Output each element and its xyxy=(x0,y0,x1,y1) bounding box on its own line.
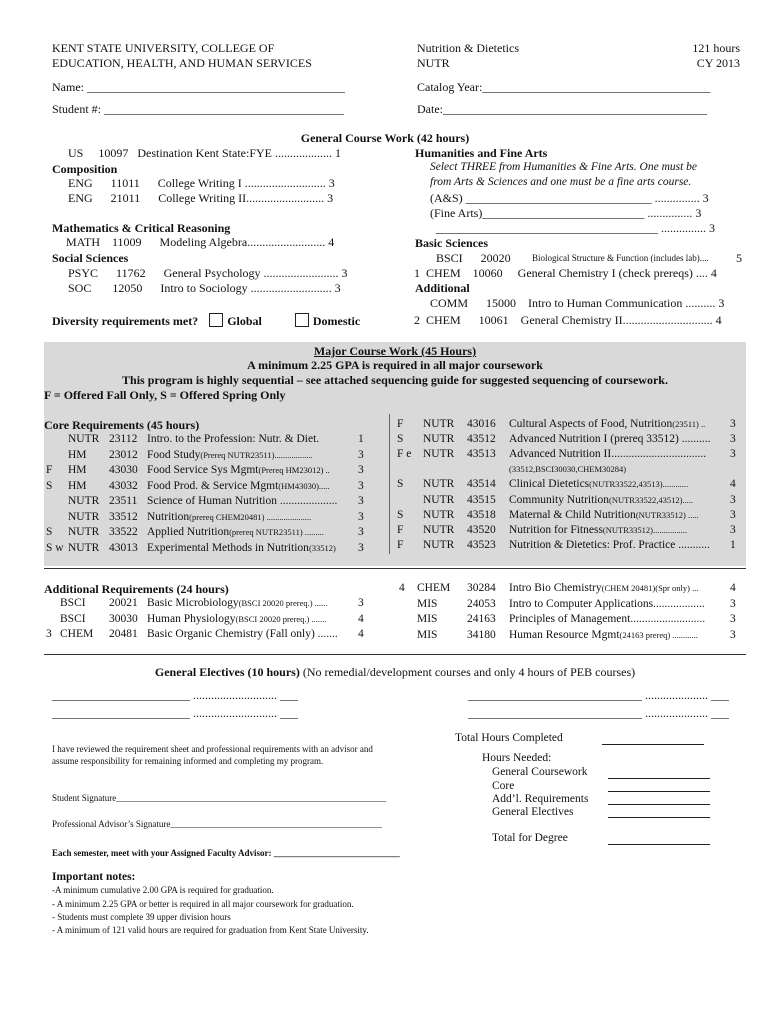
psyc-11762: PSYC 11762 General Psychology ......................... 3 xyxy=(68,266,348,280)
course-name: Basic Organic Chemistry (Fall only) ....... xyxy=(147,628,338,640)
course-hours: 3 xyxy=(358,597,364,609)
course-hours: 3 xyxy=(730,613,736,625)
course-dept: NUTR xyxy=(423,433,455,446)
course-number: 30030 xyxy=(109,612,138,625)
course-name-wrap xyxy=(147,628,338,640)
course-name-wrap xyxy=(509,433,711,445)
basic-sciences-heading: Basic Sciences xyxy=(415,236,488,250)
elective-line-1[interactable]: _______________________ ............................ ___ xyxy=(52,688,298,702)
course-name-wrap xyxy=(509,478,688,490)
course-name: Clinical Dietetics xyxy=(509,478,590,491)
course-hours: 3 xyxy=(358,541,364,554)
course-hours: 4 xyxy=(730,478,736,491)
course-name: Intro. to the Profession: Nutr. & Diet. xyxy=(147,433,320,445)
course-hours: 3 xyxy=(358,495,364,507)
course-dept: BSCI xyxy=(60,612,86,625)
notes-title: Important notes: xyxy=(52,871,136,883)
course-name: Nutrition xyxy=(147,510,190,523)
course-prereq: (BSCI 20020 prereq.) ....... xyxy=(235,613,327,624)
total-degree-label: Total for Degree xyxy=(492,832,568,844)
elective-line-2[interactable]: _______________________ ............................ ___ xyxy=(52,706,298,720)
program-name: Nutrition & Dietetics xyxy=(417,41,519,55)
course-number: 43518 xyxy=(467,508,496,521)
course-hours: 1 xyxy=(730,538,736,551)
course-number: 43520 xyxy=(467,523,496,536)
course-number: 43512 xyxy=(467,433,496,446)
humanities-fine-arts-line[interactable]: (Fine Arts)___________________________ ............... 3 xyxy=(430,206,702,220)
course-hours: 3 xyxy=(730,508,736,521)
course-dept: MIS xyxy=(417,628,438,641)
course-hours: 3 xyxy=(730,628,736,641)
total-hours: 121 hours xyxy=(692,41,740,55)
major-bottom-rule xyxy=(44,568,746,569)
course-hours: 3 xyxy=(730,523,736,536)
course-flag: S xyxy=(397,508,404,521)
course-dept: NUTR xyxy=(68,495,100,507)
course-name-wrap xyxy=(509,539,710,551)
course-dept: NUTR xyxy=(423,508,455,521)
math-11009: MATH 11009 Modeling Algebra.......................... 4 xyxy=(66,235,335,249)
course-dept: NUTR xyxy=(423,448,455,461)
course-dept: NUTR xyxy=(423,538,455,551)
course-flag: F xyxy=(397,538,404,551)
course-flag: 3 xyxy=(46,628,52,640)
course-hours: 1 xyxy=(358,433,364,445)
bsci-20020-code: BSCI 20020 xyxy=(436,251,511,265)
course-name-wrap xyxy=(147,542,336,554)
us-course: US 10097 Destination Kent State:FYE ................... 1 xyxy=(68,146,341,160)
course-flag: F xyxy=(397,418,404,430)
course-number: 43030 xyxy=(109,464,138,476)
course-dept: CHEM xyxy=(417,582,451,594)
course-name: Food Prod. & Service Mgmt xyxy=(147,479,279,492)
humanities-note-2: from Arts & Sciences and one must be a fine arts course. xyxy=(430,176,692,188)
electives-note: (No remedial/development courses and only 4 hours of PEB courses) xyxy=(302,665,636,679)
course-hours: 3 xyxy=(730,597,736,610)
course-number: 33522 xyxy=(109,526,138,538)
course-number: 20021 xyxy=(109,597,138,609)
course-name: Intro Bio Chemistry xyxy=(509,582,602,594)
course-name: Basic Microbiology xyxy=(147,597,239,609)
gen-coursework-field[interactable] xyxy=(608,778,710,779)
elective-line-3[interactable]: _____________________________ ..................... ___ xyxy=(468,688,729,702)
course-number: 43032 xyxy=(109,479,138,492)
course-prereq: (BSCI 20020 prereq.) ...... xyxy=(238,598,328,608)
course-name: Principles of Management.......................... xyxy=(509,613,706,625)
course-name: Science of Human Nutrition .................... xyxy=(147,495,338,507)
course-prereq: (Prereq NUTR23511).................. xyxy=(200,449,313,460)
humanities-as-line[interactable]: (A&S) _______________________________ ............... 3 xyxy=(430,191,709,205)
course-number: 20481 xyxy=(109,628,138,640)
course-prereq: (NUTR33522,43512)..... xyxy=(609,494,694,505)
composition-heading: Composition xyxy=(52,162,118,176)
student-signature-line[interactable]: Student Signature____________________________________________________________ xyxy=(52,793,387,803)
course-hours: 3 xyxy=(730,433,736,446)
course-number: 43013 xyxy=(109,541,138,554)
course-flag: F xyxy=(397,523,404,536)
total-completed-field[interactable] xyxy=(602,744,704,745)
course-name: Advanced Nutrition II................................. xyxy=(509,448,707,461)
domestic-checkbox[interactable] xyxy=(295,313,309,327)
electives-title: General Electives (10 hours) xyxy=(154,665,300,679)
note-3: - Students must complete 39 upper division hours xyxy=(52,912,231,922)
note-1: -A minimum cumulative 2.00 GPA is required for graduation. xyxy=(52,885,274,895)
major-divider xyxy=(389,414,390,554)
course-number: 33512 xyxy=(109,510,138,523)
course-dept: HM xyxy=(68,479,87,492)
elective-line-4[interactable]: _____________________________ ..................... ___ xyxy=(468,706,729,720)
course-name-wrap xyxy=(147,526,324,538)
course-name-wrap xyxy=(147,433,319,445)
eng-21011: ENG 21011 College Writing II.......................... 3 xyxy=(68,191,334,205)
gen-coursework-label: General Coursework xyxy=(492,766,588,778)
course-prereq: (CHEM 20481)(Spr only) ... xyxy=(601,583,699,593)
course-name: Nutrition & Dietetics: Prof. Practice ........... xyxy=(509,538,710,551)
date-field[interactable]: Date:____________________________________________ xyxy=(417,102,707,116)
course-flag: F e xyxy=(397,448,412,461)
course-dept: NUTR xyxy=(423,523,455,536)
course-name: Cultural Aspects of Food, Nutrition xyxy=(509,418,673,430)
course-name-wrap xyxy=(509,509,699,521)
addl-requirements-label: Add’l. Requirements xyxy=(492,793,589,805)
hours-needed-label: Hours Needed: xyxy=(482,752,552,764)
course-hours: 3 xyxy=(730,448,736,461)
core-field[interactable] xyxy=(608,791,710,792)
soc-12050: SOC 12050 Intro to Sociology ........................... 3 xyxy=(68,281,341,295)
humanities-third-line[interactable]: _____________________________________ ............... 3 xyxy=(436,221,715,235)
course-prereq: (23511) .. xyxy=(672,419,706,429)
course-name-wrap xyxy=(509,582,698,594)
course-flag: S xyxy=(397,478,404,491)
course-flag: S xyxy=(46,526,53,538)
course-number: 43515 xyxy=(467,493,496,506)
core-label: Core xyxy=(492,780,515,792)
course-flag: F xyxy=(46,464,53,476)
course-number: 30284 xyxy=(467,582,496,594)
course-dept: NUTR xyxy=(423,493,455,506)
course-number: 23112 xyxy=(109,433,138,445)
course-flag: S w xyxy=(46,541,64,554)
course-hours: 3 xyxy=(730,418,736,430)
addl-requirements-field[interactable] xyxy=(608,804,710,805)
course-flag: 4 xyxy=(399,582,405,594)
course-dept: NUTR xyxy=(423,478,455,491)
course-name: Community Nutrition xyxy=(509,493,609,506)
course-name-wrap xyxy=(509,448,706,460)
social-heading: Social Sciences xyxy=(52,251,129,265)
course-name: Applied Nutrition xyxy=(147,526,230,538)
course-hours: 3 xyxy=(358,464,364,476)
course-hours: 4 xyxy=(358,612,364,625)
program-code: NUTR xyxy=(417,56,450,70)
course-prereq: (24163 prereq) ............ xyxy=(619,629,698,640)
course-prereq: (NUTR33522,43513)............ xyxy=(589,479,689,490)
eng-11011: ENG 11011 College Writing I ........................... 3 xyxy=(68,176,335,190)
course-number: 34180 xyxy=(467,628,496,641)
course-name: Nutrition for Fitness xyxy=(509,523,603,536)
course-name-wrap xyxy=(147,613,326,625)
course-prereq: (prereq CHEM20481) ..................... xyxy=(189,511,312,522)
course-number: 43514 xyxy=(467,478,496,491)
course-dept: MIS xyxy=(417,597,438,610)
catalog-code: CY 2013 xyxy=(696,56,740,70)
course-prereq: (33512) xyxy=(308,542,336,553)
bsci-20020-name: Biological Structure & Function (includes lab).... xyxy=(532,253,709,263)
name-field[interactable]: Name: ___________________________________________ xyxy=(52,80,345,94)
additional-heading: Additional Requirements (24 hours) xyxy=(44,582,229,596)
course-name-wrap xyxy=(147,511,311,523)
catalog-year-field[interactable]: Catalog Year:______________________________________ xyxy=(417,80,711,94)
course-prereq: (33512,BSCI30030,CHEM30284) xyxy=(509,464,627,475)
faculty-advisor-line[interactable]: Each semester, meet with your Assigned Faculty Advisor: ____________________________ xyxy=(52,848,400,858)
total-completed-label: Total Hours Completed xyxy=(455,732,563,744)
course-name-wrap xyxy=(147,495,337,507)
course-number: 43513 xyxy=(467,448,496,461)
course-name-wrap xyxy=(147,597,327,609)
global-label: Global xyxy=(227,314,262,328)
course-dept: NUTR xyxy=(68,510,100,523)
course-name-wrap xyxy=(509,418,705,430)
additional-gen-heading: Additional xyxy=(415,281,470,295)
bsci-20020-hours: 5 xyxy=(736,251,742,265)
course-prereq: (HM43030)..... xyxy=(278,480,330,491)
course-prereq: (NUTR33512) ..... xyxy=(635,509,699,520)
note-4: - A minimum of 121 valid hours are required for graduation from Kent State University. xyxy=(52,925,369,935)
course-name-wrap xyxy=(509,598,705,610)
course-name: Advanced Nutrition I (prereq 33512) .......... xyxy=(509,433,711,446)
course-prereq: (NUTR33512)................ xyxy=(602,524,687,535)
total-degree-field[interactable] xyxy=(608,844,710,845)
course-hours: 3 xyxy=(730,493,736,506)
university-line-1: KENT STATE UNIVERSITY, COLLEGE OF xyxy=(52,41,275,55)
course-hours: 3 xyxy=(358,479,364,492)
course-name-wrap xyxy=(509,613,705,625)
course-name-wrap xyxy=(147,464,330,476)
review-statement-2: assume responsibility for remaining informed and completing my program. xyxy=(52,756,324,766)
university-line-2: EDUCATION, HEALTH, AND HUMAN SERVICES xyxy=(52,56,312,70)
review-statement-1: I have reviewed the requirement sheet and professional requirements with an advisor and xyxy=(52,744,373,754)
course-dept: CHEM xyxy=(60,628,94,640)
course-name: Human Resource Mgmt xyxy=(509,628,620,641)
course-hours: 3 xyxy=(358,448,364,461)
course-name-wrap xyxy=(509,524,687,536)
major-gpa-note: A minimum 2.25 GPA is required in all major coursework xyxy=(247,358,543,372)
course-name-wrap xyxy=(509,494,693,506)
additional-bottom-rule xyxy=(44,654,746,655)
domestic-label: Domestic xyxy=(312,314,361,328)
advisor-signature-line[interactable]: Professional Advisor’s Signature_______________________________________________ xyxy=(52,819,382,829)
course-flag: S xyxy=(46,479,53,492)
course-dept: HM xyxy=(68,464,87,476)
diversity-row xyxy=(52,313,360,329)
course-dept: NUTR xyxy=(423,418,455,430)
gen-electives-field[interactable] xyxy=(608,817,710,818)
course-name-wrap xyxy=(147,449,313,461)
course-hours: 4 xyxy=(730,582,736,594)
diversity-label: Diversity requirements met? xyxy=(52,314,199,328)
major-sequence-note: This program is highly sequential – see attached sequencing guide for suggested sequencing of coursework. xyxy=(122,373,668,387)
course-number: 43016 xyxy=(467,418,496,430)
core-heading: Core Requirements (45 hours) xyxy=(44,418,200,432)
course-dept: MIS xyxy=(417,613,438,625)
math-heading: Mathematics & Critical Reasoning xyxy=(52,221,231,235)
humanities-heading: Humanities and Fine Arts xyxy=(415,146,548,160)
course-name: Intro to Computer Applications.................. xyxy=(509,597,705,610)
course-flag: S xyxy=(397,433,404,446)
major-title: Major Course Work (45 Hours) xyxy=(313,344,477,358)
electives-row xyxy=(0,665,770,680)
general-title: General Course Work (42 hours) xyxy=(300,131,470,145)
course-hours: 4 xyxy=(358,628,364,640)
course-dept: NUTR xyxy=(68,433,100,445)
major-legend: F = Offered Fall Only, S = Offered Spring Only xyxy=(44,388,286,402)
student-number-field[interactable]: Student #: ________________________________________ xyxy=(52,102,345,116)
course-dept: HM xyxy=(68,448,87,461)
course-name: Human Physiology xyxy=(147,612,236,625)
course-prereq: (prereq NUTR23511) ......... xyxy=(229,527,324,537)
global-checkbox[interactable] xyxy=(209,313,223,327)
humanities-note-1: Select THREE from Humanities & Fine Arts. One must be xyxy=(430,161,698,173)
course-hours: 3 xyxy=(358,510,364,523)
course-name: Maternal & Child Nutrition xyxy=(509,508,636,521)
course-number: 23012 xyxy=(109,448,138,461)
course-dept: NUTR xyxy=(68,526,100,538)
course-number: 24163 xyxy=(467,613,496,625)
course-name: Experimental Methods in Nutrition xyxy=(147,541,309,554)
course-name-wrap xyxy=(509,463,626,475)
course-hours: 3 xyxy=(358,526,364,538)
course-number: 23511 xyxy=(109,495,138,507)
course-name-wrap xyxy=(147,480,330,492)
chem-10060: 1 CHEM 10060 General Chemistry I (check prereqs) .... 4 xyxy=(414,266,717,280)
course-name-wrap xyxy=(509,629,698,641)
course-name: Food Service Sys Mgmt xyxy=(147,464,259,476)
course-name: Food Study xyxy=(147,448,201,461)
chem-10061: 2 CHEM 10061 General Chemistry II.............................. 4 xyxy=(414,313,722,327)
course-number: 43523 xyxy=(467,538,496,551)
note-2: - A minimum 2.25 GPA or better is required in all major coursework for graduation. xyxy=(52,899,354,909)
course-prereq: (Prereq HM23012) .. xyxy=(258,465,330,475)
course-dept: BSCI xyxy=(60,597,86,609)
gen-electives-label: General Electives xyxy=(492,806,574,818)
course-number: 24053 xyxy=(467,597,496,610)
comm-15000: COMM 15000 Intro to Human Communication .......... 3 xyxy=(430,296,725,310)
course-dept: NUTR xyxy=(68,541,100,554)
